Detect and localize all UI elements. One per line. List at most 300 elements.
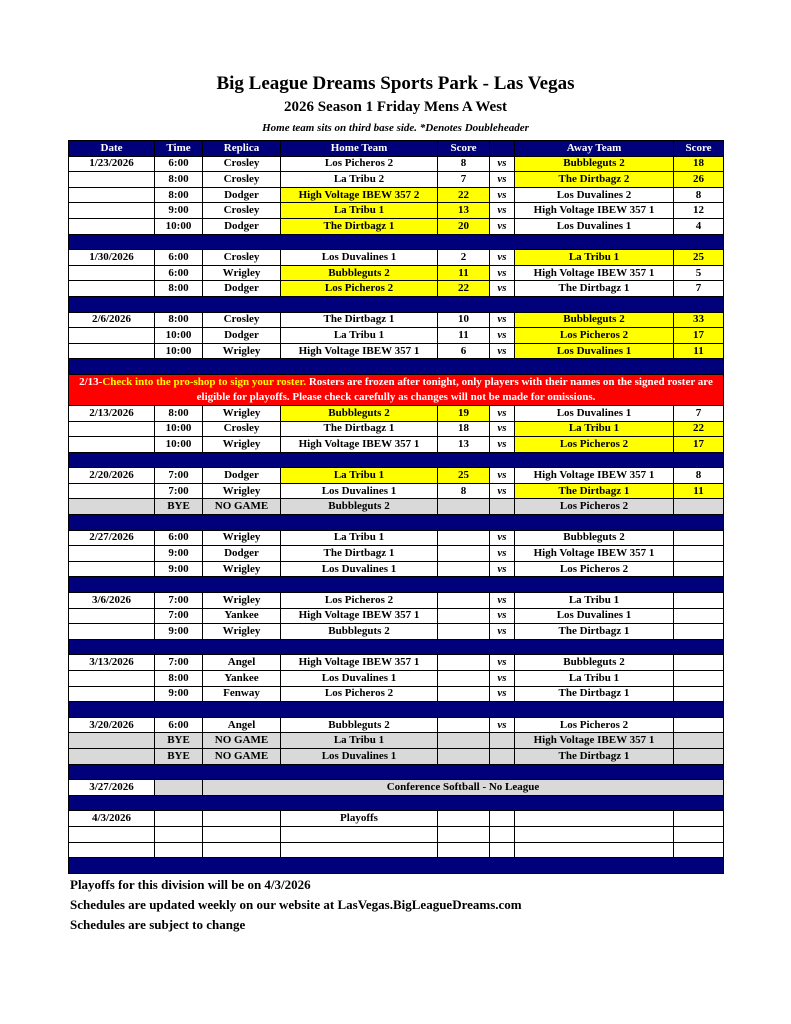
away-score-cell [674,561,724,577]
notice-date: 2/13- [79,375,103,388]
time-cell: 7:00 [155,593,203,609]
replica-cell: Yankee [203,671,281,687]
away-score-cell [674,717,724,733]
table-row [69,608,724,624]
replica-cell: Wrigley [203,405,281,421]
vs-cell: vs [490,187,515,203]
table-row [69,593,724,609]
date-cell [69,748,155,764]
separator-row [69,452,724,468]
away-score-cell: 12 [674,203,724,219]
roster-notice-row [69,374,724,405]
date-cell: 1/23/2026 [69,156,155,172]
home-score-cell: 2 [438,250,490,266]
away-team-cell: High Voltage IBEW 357 1 [515,733,674,749]
time-cell: 9:00 [155,203,203,219]
away-team-cell: Los Picheros 2 [515,437,674,453]
home-score-cell [438,811,490,827]
separator-row [69,515,724,531]
separator-cell [69,795,724,811]
date-cell [69,624,155,640]
home-score-cell: 25 [438,468,490,484]
date-cell [69,561,155,577]
separator-row [69,577,724,593]
away-team-cell: Bubbleguts 2 [515,312,674,328]
table-row [69,343,724,359]
home-score-cell [438,608,490,624]
date-cell [69,281,155,297]
away-score-cell [674,811,724,827]
away-team-cell: Los Duvalines 1 [515,218,674,234]
date-cell [69,608,155,624]
time-cell: 6:00 [155,265,203,281]
home-score-cell [438,842,490,858]
separator-row [69,234,724,250]
vs-cell: vs [490,281,515,297]
home-score-cell: 6 [438,343,490,359]
col-header-time: Time [155,141,203,157]
time-cell: 10:00 [155,343,203,359]
home-score-cell: 11 [438,265,490,281]
separator-cell [69,234,724,250]
home-team-cell: Los Duvalines 1 [281,250,438,266]
home-team-cell [281,826,438,842]
table-row [69,437,724,453]
time-cell [155,826,203,842]
time-cell: 8:00 [155,281,203,297]
away-team-cell: Los Picheros 2 [515,561,674,577]
away-team-cell: Bubbleguts 2 [515,655,674,671]
table-row [69,281,724,297]
vs-cell: vs [490,655,515,671]
vs-cell [490,748,515,764]
table-row [69,250,724,266]
replica-cell: Crosley [203,250,281,266]
time-cell: 9:00 [155,624,203,640]
table-row [69,312,724,328]
date-cell [69,343,155,359]
replica-cell: Crosley [203,156,281,172]
home-score-cell: 18 [438,421,490,437]
away-team-cell: The Dirtbagz 1 [515,686,674,702]
table-row [69,655,724,671]
table-row [69,530,724,546]
time-cell: 8:00 [155,312,203,328]
date-cell [69,842,155,858]
time-cell: BYE [155,748,203,764]
replica-cell: Dodger [203,546,281,562]
table-row [69,203,724,219]
vs-cell [490,842,515,858]
home-team-cell: High Voltage IBEW 357 1 [281,437,438,453]
table-row [69,187,724,203]
home-team-cell: The Dirtbagz 1 [281,218,438,234]
away-team-cell [515,842,674,858]
home-team-cell: The Dirtbagz 1 [281,546,438,562]
home-team-cell: Bubbleguts 2 [281,405,438,421]
away-score-cell [674,748,724,764]
away-team-cell: Los Picheros 2 [515,717,674,733]
table-row [69,546,724,562]
notice-highlight: Check into the pro-shop to sign your roster. [102,375,307,388]
away-score-cell: 18 [674,156,724,172]
away-score-cell: 25 [674,250,724,266]
table-row [69,328,724,344]
away-score-cell [674,686,724,702]
away-team-cell: High Voltage IBEW 357 1 [515,265,674,281]
home-team-cell: Los Picheros 2 [281,686,438,702]
vs-cell: vs [490,328,515,344]
table-row [69,499,724,515]
home-team-cell: La Tribu 1 [281,328,438,344]
home-score-cell [438,546,490,562]
vs-cell: vs [490,483,515,499]
away-score-cell: 22 [674,421,724,437]
table-row [69,671,724,687]
time-cell [155,842,203,858]
home-score-cell: 11 [438,328,490,344]
away-team-cell: High Voltage IBEW 357 1 [515,203,674,219]
separator-cell [69,296,724,312]
date-cell: 2/27/2026 [69,530,155,546]
away-score-cell [674,593,724,609]
away-score-cell [674,671,724,687]
away-score-cell [674,826,724,842]
table-row [69,468,724,484]
date-cell [69,172,155,188]
home-team-cell: The Dirtbagz 1 [281,312,438,328]
vs-cell: vs [490,717,515,733]
vs-cell: vs [490,250,515,266]
conference-note-cell: Conference Softball - No League [203,780,724,796]
vs-cell: vs [490,686,515,702]
date-cell [69,265,155,281]
table-row [69,826,724,842]
away-score-cell: 11 [674,483,724,499]
date-cell [69,546,155,562]
date-cell: 3/13/2026 [69,655,155,671]
replica-cell: Dodger [203,328,281,344]
home-score-cell: 22 [438,281,490,297]
replica-cell: Crosley [203,312,281,328]
away-team-cell: Los Duvalines 2 [515,187,674,203]
date-cell [69,733,155,749]
separator-cell [69,359,724,375]
vs-cell [490,733,515,749]
away-score-cell: 17 [674,437,724,453]
home-score-cell: 8 [438,156,490,172]
home-score-cell [438,717,490,733]
date-cell [69,483,155,499]
vs-cell: vs [490,530,515,546]
replica-cell: Wrigley [203,437,281,453]
header-row [69,141,724,157]
away-score-cell: 7 [674,281,724,297]
replica-cell: Dodger [203,468,281,484]
home-score-cell [438,655,490,671]
vs-cell [490,811,515,827]
away-team-cell: The Dirtbagz 1 [515,483,674,499]
away-score-cell: 11 [674,343,724,359]
col-header-replica: Replica [203,141,281,157]
date-cell [69,671,155,687]
date-cell: 4/3/2026 [69,811,155,827]
home-team-cell: La Tribu 1 [281,203,438,219]
time-cell: 8:00 [155,405,203,421]
away-team-cell: La Tribu 1 [515,593,674,609]
home-score-cell [438,593,490,609]
replica-cell: Wrigley [203,593,281,609]
col-header-vs [490,141,515,157]
vs-cell: vs [490,468,515,484]
schedule-note: Home team sits on third base side. *Denotes Doubleheader [262,122,529,134]
replica-cell: Crosley [203,203,281,219]
home-team-cell: High Voltage IBEW 357 1 [281,655,438,671]
date-cell: 2/13/2026 [69,405,155,421]
time-cell: 8:00 [155,671,203,687]
replica-cell: Crosley [203,421,281,437]
table-row [69,218,724,234]
away-score-cell [674,530,724,546]
away-team-cell: Los Picheros 2 [515,499,674,515]
vs-cell: vs [490,218,515,234]
time-cell: 7:00 [155,468,203,484]
vs-cell: vs [490,671,515,687]
home-score-cell [438,686,490,702]
home-team-cell [281,842,438,858]
replica-cell [203,842,281,858]
away-team-cell [515,811,674,827]
home-score-cell [438,499,490,515]
home-score-cell: 10 [438,312,490,328]
date-cell: 3/6/2026 [69,593,155,609]
separator-row [69,296,724,312]
home-score-cell: 13 [438,437,490,453]
vs-cell: vs [490,608,515,624]
roster-notice [69,374,724,405]
table-row [69,561,724,577]
replica-cell: Wrigley [203,561,281,577]
table-row [69,686,724,702]
replica-cell: Wrigley [203,530,281,546]
home-score-cell [438,530,490,546]
time-cell: BYE [155,499,203,515]
replica-cell: Angel [203,717,281,733]
replica-cell: Crosley [203,172,281,188]
date-cell [69,437,155,453]
home-score-cell [438,826,490,842]
table-row [69,265,724,281]
home-team-cell: The Dirtbagz 1 [281,421,438,437]
separator-row [69,764,724,780]
table-row [69,717,724,733]
replica-cell [203,826,281,842]
away-score-cell: 8 [674,468,724,484]
time-cell: 6:00 [155,250,203,266]
replica-cell: Dodger [203,281,281,297]
table-row [69,733,724,749]
away-score-cell [674,499,724,515]
replica-cell: Angel [203,655,281,671]
home-score-cell [438,624,490,640]
away-score-cell: 4 [674,218,724,234]
away-team-cell: High Voltage IBEW 357 1 [515,468,674,484]
home-team-cell: Playoffs [281,811,438,827]
home-score-cell: 19 [438,405,490,421]
table-row [69,421,724,437]
away-team-cell: High Voltage IBEW 357 1 [515,546,674,562]
vs-cell: vs [490,405,515,421]
separator-row [69,639,724,655]
footer-website-note: Schedules are updated weekly on our website at LasVegas.BigLeagueDreams.com [70,897,522,912]
home-score-cell [438,748,490,764]
table-row [69,780,724,796]
table-row [69,156,724,172]
away-score-cell: 7 [674,405,724,421]
time-cell: 10:00 [155,437,203,453]
separator-cell [69,639,724,655]
table-row [69,811,724,827]
time-cell: 7:00 [155,608,203,624]
vs-cell [490,499,515,515]
away-score-cell: 33 [674,312,724,328]
home-team-cell: La Tribu 1 [281,530,438,546]
vs-cell [490,826,515,842]
home-score-cell: 13 [438,203,490,219]
date-cell [69,203,155,219]
time-cell: 10:00 [155,218,203,234]
away-team-cell: La Tribu 1 [515,250,674,266]
home-score-cell: 8 [438,483,490,499]
footer-change-note: Schedules are subject to change [70,917,246,932]
date-cell [69,826,155,842]
separator-cell [69,515,724,531]
away-score-cell [674,624,724,640]
home-score-cell [438,733,490,749]
date-cell [69,421,155,437]
away-team-cell: Los Duvalines 1 [515,608,674,624]
notice-text: Rosters are frozen after tonight, only players with their names on the signed roster are eligible for playoffs. Please check carefully as changes will not be made for omissions. [196,375,713,403]
away-score-cell: 26 [674,172,724,188]
vs-cell: vs [490,265,515,281]
separator-cell [69,452,724,468]
home-team-cell: High Voltage IBEW 357 1 [281,608,438,624]
away-team-cell: The Dirtbagz 1 [515,748,674,764]
time-cell [155,780,203,796]
vs-cell: vs [490,421,515,437]
time-cell: 7:00 [155,483,203,499]
home-team-cell: Bubbleguts 2 [281,265,438,281]
away-score-cell [674,842,724,858]
home-score-cell: 20 [438,218,490,234]
replica-cell: Wrigley [203,624,281,640]
date-cell: 2/6/2026 [69,312,155,328]
home-team-cell: La Tribu 1 [281,733,438,749]
time-cell: BYE [155,733,203,749]
separator-cell [69,858,724,874]
home-team-cell: La Tribu 1 [281,468,438,484]
replica-cell [203,811,281,827]
col-header-date: Date [69,141,155,157]
table-row [69,748,724,764]
away-score-cell [674,655,724,671]
vs-cell: vs [490,546,515,562]
vs-cell: vs [490,172,515,188]
away-team-cell: Los Duvalines 1 [515,343,674,359]
separator-row [69,795,724,811]
date-cell: 3/20/2026 [69,717,155,733]
home-team-cell: Bubbleguts 2 [281,499,438,515]
time-cell: 7:00 [155,655,203,671]
separator-cell [69,702,724,718]
vs-cell: vs [490,593,515,609]
replica-cell: Yankee [203,608,281,624]
away-team-cell: The Dirtbagz 1 [515,624,674,640]
away-team-cell: Los Duvalines 1 [515,405,674,421]
away-score-cell [674,608,724,624]
away-score-cell [674,733,724,749]
table-row [69,172,724,188]
replica-cell: Wrigley [203,343,281,359]
date-cell [69,328,155,344]
table-row [69,842,724,858]
col-header-away-team: Away Team [515,141,674,157]
date-cell: 2/20/2026 [69,468,155,484]
home-score-cell [438,671,490,687]
vs-cell: vs [490,312,515,328]
time-cell: 9:00 [155,546,203,562]
home-score-cell: 7 [438,172,490,188]
time-cell: 9:00 [155,561,203,577]
home-team-cell: High Voltage IBEW 357 1 [281,343,438,359]
replica-cell: NO GAME [203,499,281,515]
home-score-cell [438,561,490,577]
time-cell: 6:00 [155,156,203,172]
time-cell: 8:00 [155,172,203,188]
page-title: Big League Dreams Sports Park - Las Vegas [216,73,575,94]
home-score-cell: 22 [438,187,490,203]
home-team-cell: La Tribu 2 [281,172,438,188]
home-team-cell: Los Duvalines 1 [281,671,438,687]
footer-playoffs-note: Playoffs for this division will be on 4/3/2026 [70,877,311,892]
separator-row [69,702,724,718]
replica-cell: NO GAME [203,733,281,749]
away-team-cell: Bubbleguts 2 [515,156,674,172]
home-team-cell: High Voltage IBEW 357 2 [281,187,438,203]
home-team-cell: Bubbleguts 2 [281,624,438,640]
date-cell: 1/30/2026 [69,250,155,266]
vs-cell: vs [490,561,515,577]
vs-cell: vs [490,343,515,359]
away-score-cell: 5 [674,265,724,281]
away-team-cell: The Dirtbagz 2 [515,172,674,188]
vs-cell: vs [490,624,515,640]
away-team-cell [515,826,674,842]
home-team-cell: Los Picheros 2 [281,593,438,609]
away-team-cell: La Tribu 1 [515,671,674,687]
away-team-cell: Los Picheros 2 [515,328,674,344]
schedule-table [68,140,724,874]
date-cell [69,499,155,515]
vs-cell: vs [490,203,515,219]
replica-cell: Dodger [203,218,281,234]
replica-cell: NO GAME [203,748,281,764]
time-cell: 10:00 [155,421,203,437]
away-score-cell [674,546,724,562]
away-score-cell: 17 [674,328,724,344]
separator-cell [69,764,724,780]
away-team-cell: Bubbleguts 2 [515,530,674,546]
